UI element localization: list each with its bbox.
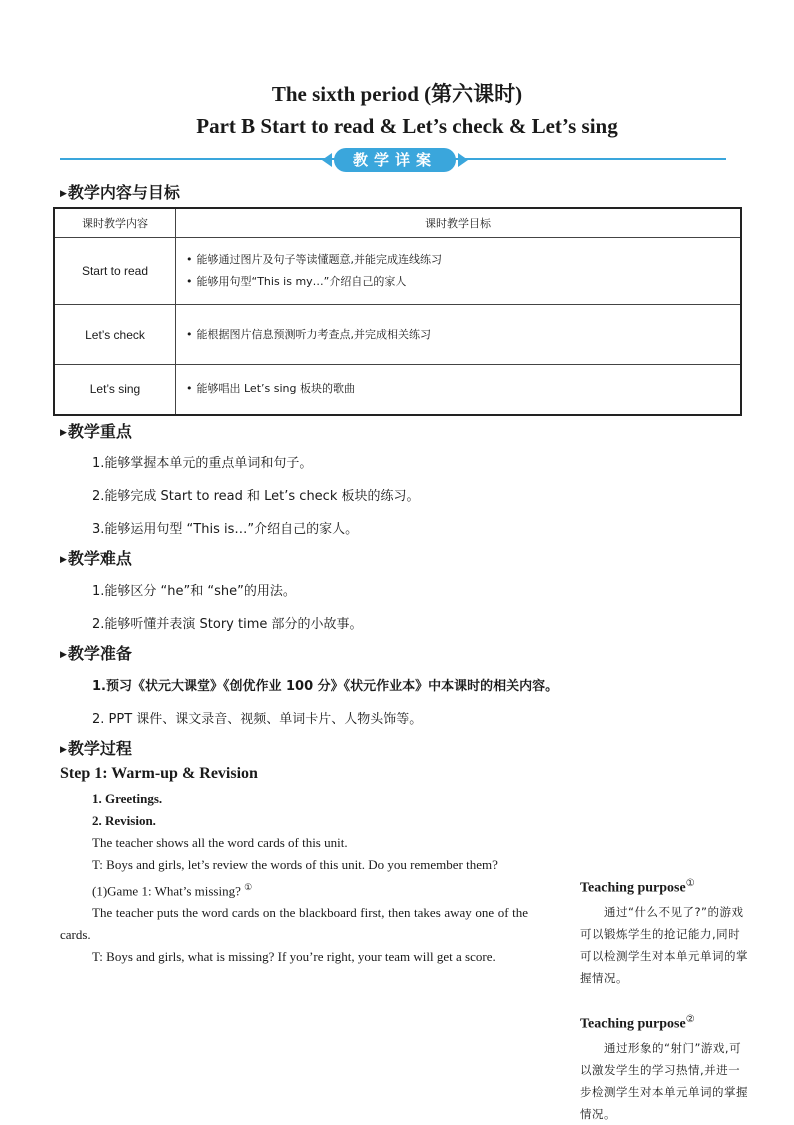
table-cell-content: Let’s check bbox=[54, 305, 176, 365]
table-row bbox=[54, 365, 741, 415]
period-title: The sixth period (第六课时) bbox=[271, 82, 523, 106]
step1-item: The teacher puts the word cards on the blackboard first, then takes away one of the cards. bbox=[60, 905, 528, 943]
preparation-item: 1.预习《状元大课堂》《创优作业 100 分》《状元作业本》中本课时的相关内容。 bbox=[92, 679, 559, 694]
table-cell-goals: • 能够通过图片及句子等读懂题意,并能完成连线练习 • 能够用句型“This is my…”介绍自己的家人 bbox=[176, 238, 742, 305]
step1-item: 1. Greetings. bbox=[92, 791, 163, 806]
triangle-bullet-icon: ▶ bbox=[60, 189, 67, 199]
key-point-item: 3.能够运用句型 “This is…”介绍自己的家人。 bbox=[92, 522, 359, 537]
table-cell-content: Start to read bbox=[54, 238, 176, 305]
table-cell-goals: • 能根据图片信息预测听力考查点,并完成相关练习 bbox=[176, 305, 742, 365]
step1-item: 2. Revision. bbox=[92, 813, 156, 828]
table-header-row bbox=[54, 208, 741, 238]
step1-item: (1)Game 1: What’s missing? ① bbox=[92, 882, 253, 899]
section-preparation: ▶教学准备 bbox=[60, 644, 132, 663]
step1-title: Step 1: Warm-up & Revision bbox=[60, 765, 258, 782]
section-difficulties: ▶教学难点 bbox=[60, 549, 132, 568]
goals-table bbox=[53, 207, 742, 416]
section-process: ▶教学过程 bbox=[60, 739, 132, 758]
difficulty-item: 2.能够听懂并表演 Story time 部分的小故事。 bbox=[92, 617, 363, 632]
key-point-item: 2.能够完成 Start to read 和 Let’s check 板块的练习。 bbox=[92, 489, 420, 504]
side-note-text: 通过“什么不见了?”的游戏可以锻炼学生的抢记能力,同时可以检测学生对本单元单词的掌握情况。 bbox=[580, 904, 748, 985]
table-cell-content: Let’s sing bbox=[54, 365, 176, 415]
banner bbox=[322, 148, 468, 172]
preparation-item: 2. PPT 课件、课文录音、视频、单词卡片、人物头饰等。 bbox=[92, 712, 423, 727]
side-note bbox=[580, 878, 750, 989]
triangle-bullet-icon: ▶ bbox=[60, 555, 67, 565]
table-header-goals: 课时教学目标 bbox=[176, 208, 742, 238]
table-cell-goals: • 能够唱出 Let’s sing 板块的歌曲 bbox=[176, 365, 742, 415]
banner-label: 教学详案 bbox=[334, 148, 456, 172]
lesson-title: Part B Start to read & Let’s check & Let’s sing bbox=[196, 114, 618, 138]
triangle-bullet-icon: ▶ bbox=[60, 428, 67, 438]
side-note-heading: Teaching purpose② bbox=[580, 1014, 695, 1032]
side-note-heading: Teaching purpose① bbox=[580, 878, 695, 896]
section-key-points: ▶教学重点 bbox=[60, 422, 132, 441]
footnote-ref: ① bbox=[244, 882, 253, 892]
banner-right-arrow-icon bbox=[458, 153, 468, 167]
triangle-bullet-icon: ▶ bbox=[60, 650, 67, 660]
table-row bbox=[54, 305, 741, 365]
step1-item: The teacher shows all the word cards of this unit. bbox=[92, 835, 348, 850]
triangle-bullet-icon: ▶ bbox=[60, 745, 67, 755]
difficulty-item: 1.能够区分 “he”和 “she”的用法。 bbox=[92, 584, 296, 599]
section-content-goals: ▶教学内容与目标 bbox=[60, 183, 180, 202]
step1-body bbox=[60, 788, 528, 968]
step1-item: T: Boys and girls, what is missing? If you’re right, your team will get a score. bbox=[92, 949, 496, 965]
side-note-text: 通过形象的“射门”游戏,可以激发学生的学习热情,并进一步检测学生对本单元单词的掌握情况。 bbox=[580, 1040, 748, 1121]
side-note bbox=[580, 1014, 750, 1125]
table-header-content: 课时教学内容 bbox=[54, 208, 176, 238]
key-point-item: 1.能够掌握本单元的重点单词和句子。 bbox=[92, 456, 313, 471]
table-row bbox=[54, 238, 741, 305]
step1-item: T: Boys and girls, let’s review the words of this unit. Do you remember them? bbox=[92, 857, 498, 872]
banner-left-arrow-icon bbox=[322, 153, 332, 167]
